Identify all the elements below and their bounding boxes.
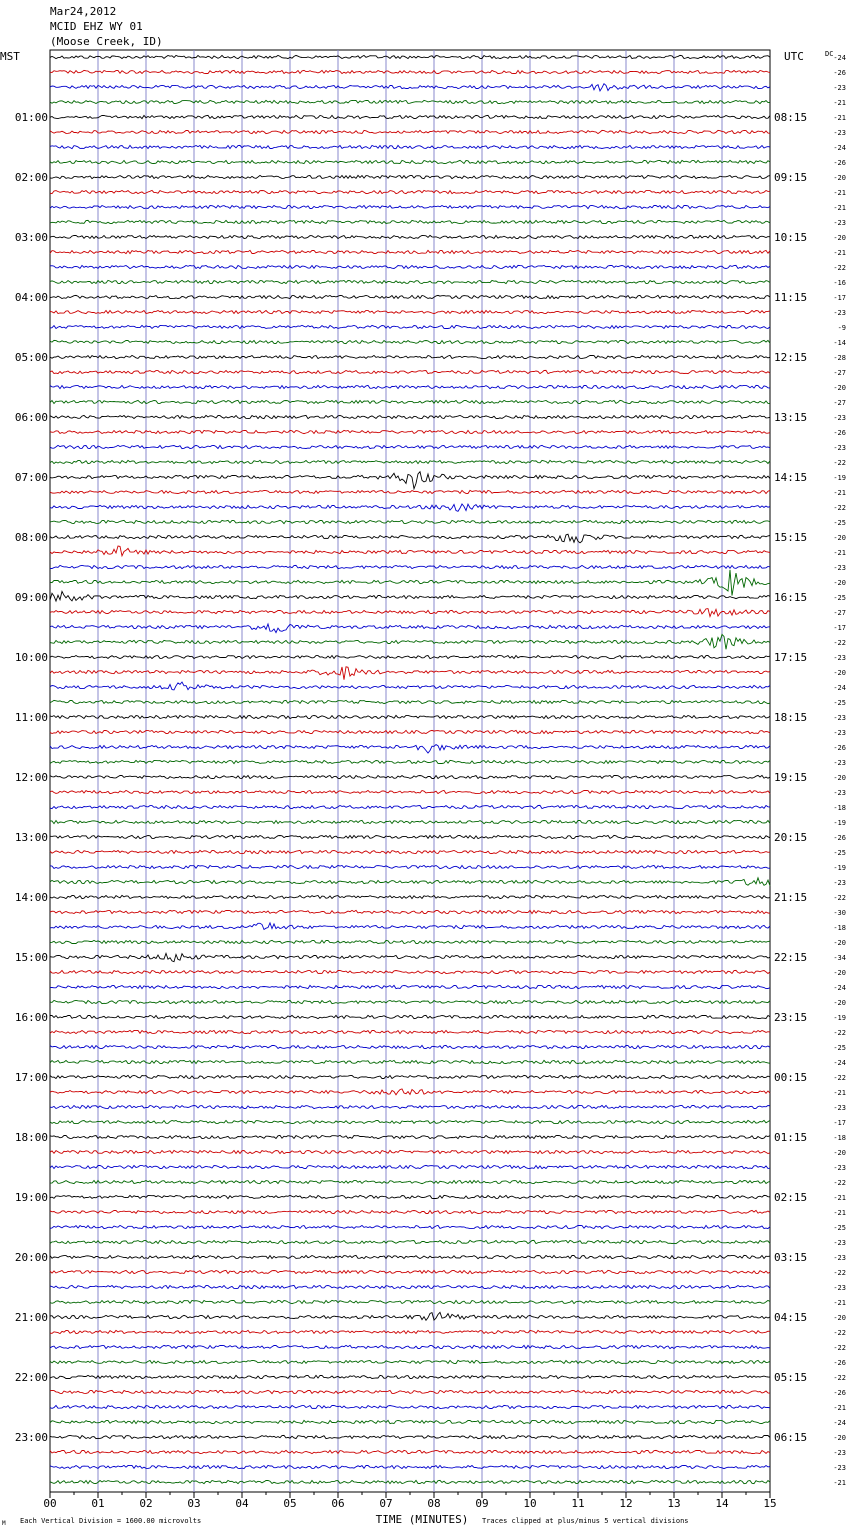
right-hour-label: 23:15 <box>774 1011 808 1024</box>
dc-offset-label: -21 <box>833 249 846 257</box>
seismic-trace <box>50 325 770 328</box>
dc-offset-label: -23 <box>833 654 846 662</box>
dc-offset-label: -23 <box>833 879 846 887</box>
right-hour-label: 17:15 <box>774 651 808 664</box>
dc-offset-label: -17 <box>833 624 846 632</box>
seismic-trace <box>50 145 770 148</box>
left-hour-label: 12:00 <box>14 771 48 784</box>
dc-offset-label: -27 <box>833 609 846 617</box>
dc-offset-label: -22 <box>833 504 846 512</box>
seismic-trace <box>50 1210 770 1213</box>
dc-offset-label: -23 <box>833 219 846 227</box>
left-zone-label: MST <box>0 50 20 63</box>
x-tick-label: 06 <box>331 1497 345 1510</box>
dc-offset-label: -22 <box>833 264 846 272</box>
dc-offset-label: -24 <box>833 984 846 992</box>
left-hour-label: 07:00 <box>14 471 48 484</box>
dc-offset-label: -27 <box>833 399 846 407</box>
seismic-trace <box>50 1195 770 1198</box>
seismic-trace <box>50 205 770 208</box>
seismic-trace <box>50 878 770 886</box>
seismic-trace <box>50 250 770 253</box>
dc-offset-label: -17 <box>833 1119 846 1127</box>
dc-offset-label: -23 <box>833 1104 846 1112</box>
dc-offset-label: -19 <box>833 819 846 827</box>
seismic-trace <box>50 1015 770 1018</box>
seismic-trace <box>50 1240 770 1243</box>
x-tick-label: 08 <box>427 1497 441 1510</box>
left-hour-label: 02:00 <box>14 171 48 184</box>
dc-offset-label: -21 <box>833 114 846 122</box>
dc-offset-label: -22 <box>833 1344 846 1352</box>
right-hour-label: 12:15 <box>774 351 808 364</box>
seismic-trace <box>50 1345 770 1348</box>
left-hour-label: 15:00 <box>14 951 48 964</box>
left-hour-label: 03:00 <box>14 231 48 244</box>
seismic-trace <box>50 865 770 868</box>
left-hour-label: 23:00 <box>14 1431 48 1444</box>
seismic-trace <box>50 1285 770 1288</box>
left-hour-label: 11:00 <box>14 711 48 724</box>
dc-offset-label: -23 <box>833 1284 846 1292</box>
seismic-trace <box>50 940 770 943</box>
seismic-trace <box>50 100 770 103</box>
dc-offset-label: -25 <box>833 1224 846 1232</box>
dc-offset-label: -23 <box>833 789 846 797</box>
dc-offset-label: -20 <box>833 1314 846 1322</box>
dc-offset-label: -23 <box>833 714 846 722</box>
seismic-trace <box>50 1375 770 1378</box>
seismic-trace <box>50 1150 770 1153</box>
seismic-trace <box>50 923 770 930</box>
dc-offset-label: -21 <box>833 189 846 197</box>
seismic-trace <box>50 1300 770 1303</box>
seismic-trace <box>50 55 770 58</box>
seismic-trace <box>50 895 770 898</box>
dc-offset-label: -25 <box>833 519 846 527</box>
seismic-trace <box>50 130 770 133</box>
left-hour-label: 21:00 <box>14 1311 48 1324</box>
dc-offset-label: -30 <box>833 909 846 917</box>
seismic-trace <box>50 760 770 763</box>
seismic-trace <box>50 609 770 617</box>
right-hour-label: 11:15 <box>774 291 808 304</box>
dc-offset-label: -18 <box>833 1134 846 1142</box>
left-hour-label: 05:00 <box>14 351 48 364</box>
seismic-trace <box>50 1465 770 1468</box>
dc-offset-label: -26 <box>833 834 846 842</box>
seismic-trace <box>50 1135 770 1138</box>
seismic-trace <box>50 400 770 403</box>
right-hour-label: 10:15 <box>774 231 808 244</box>
dc-offset-label: -23 <box>833 564 846 572</box>
seismic-trace <box>50 1270 770 1273</box>
seismic-trace <box>50 1045 770 1048</box>
right-hour-label: 14:15 <box>774 471 808 484</box>
seismic-trace <box>50 445 770 448</box>
trace-layer <box>50 55 770 1483</box>
dc-offset-label: -22 <box>833 459 846 467</box>
dc-offset-label: -21 <box>833 1089 846 1097</box>
left-hour-label: 09:00 <box>14 591 48 604</box>
seismic-trace <box>50 667 770 680</box>
dc-offset-label: -20 <box>833 534 846 542</box>
seismic-trace <box>50 1089 770 1095</box>
clip-note: Traces clipped at plus/minus 5 vertical divisions <box>482 1517 689 1525</box>
seismic-trace <box>50 910 770 913</box>
seismic-trace <box>50 472 770 489</box>
dc-offset-label: -24 <box>833 684 846 692</box>
dc-offset-label: -20 <box>833 774 846 782</box>
dc-offset-label: -19 <box>833 1014 846 1022</box>
dc-offset-label: -21 <box>833 1404 846 1412</box>
seismic-trace <box>50 220 770 223</box>
dc-offset-label: -20 <box>833 579 846 587</box>
dc-offset-label: -22 <box>833 639 846 647</box>
right-hour-label: 08:15 <box>774 111 808 124</box>
seismic-trace <box>50 1225 770 1228</box>
dc-offset-label: -26 <box>833 159 846 167</box>
dc-offset-label: -21 <box>833 549 846 557</box>
dc-offset-label: -23 <box>833 444 846 452</box>
seismic-trace <box>50 591 770 601</box>
dc-offset-label: -20 <box>833 1434 846 1442</box>
dc-offset-label: -23 <box>833 1449 846 1457</box>
seismic-trace <box>50 295 770 298</box>
dc-offset-label: -23 <box>833 309 846 317</box>
seismic-trace <box>50 745 770 753</box>
header-station: MCID EHZ WY 01 <box>50 20 143 33</box>
dc-offset-label: -23 <box>833 1254 846 1262</box>
seismic-trace <box>50 730 770 733</box>
seismic-trace <box>50 190 770 193</box>
dc-offset-label: -20 <box>833 174 846 182</box>
seismic-trace <box>50 534 770 543</box>
right-hour-label: 16:15 <box>774 591 808 604</box>
x-tick-label: 02 <box>139 1497 153 1510</box>
left-hour-label: 16:00 <box>14 1011 48 1024</box>
seismic-trace <box>50 385 770 388</box>
right-hour-label: 18:15 <box>774 711 808 724</box>
dc-offset-label: -23 <box>833 1164 846 1172</box>
x-tick-label: 01 <box>91 1497 105 1510</box>
dc-offset-label: -23 <box>833 84 846 92</box>
seismic-trace <box>50 415 770 418</box>
seismic-trace <box>50 430 770 433</box>
seismic-trace <box>50 1360 770 1363</box>
dc-offset-label: -20 <box>833 234 846 242</box>
dc-offset-label: -22 <box>833 1074 846 1082</box>
dc-offset-label: -17 <box>833 294 846 302</box>
seismic-trace <box>50 1180 770 1183</box>
right-hour-label: 03:15 <box>774 1251 808 1264</box>
dc-offset-label: -20 <box>833 384 846 392</box>
seismic-trace <box>50 1000 770 1003</box>
right-hour-label: 09:15 <box>774 171 808 184</box>
seismic-trace <box>50 850 770 853</box>
seismic-trace <box>50 280 770 283</box>
left-hour-label: 18:00 <box>14 1131 48 1144</box>
x-tick-label: 09 <box>475 1497 489 1510</box>
dc-offset-label: -20 <box>833 939 846 947</box>
seismic-trace <box>50 160 770 163</box>
dc-offset-label: -23 <box>833 759 846 767</box>
seismic-trace <box>50 1105 770 1108</box>
seismic-trace <box>50 1330 770 1333</box>
x-tick-label: 07 <box>379 1497 393 1510</box>
seismic-trace <box>50 235 770 238</box>
dc-offset-label: -18 <box>833 924 846 932</box>
x-tick-label: 11 <box>571 1497 585 1510</box>
seismic-trace <box>50 820 770 823</box>
seismic-trace <box>50 504 770 511</box>
left-hour-label: 19:00 <box>14 1191 48 1204</box>
left-hour-label: 10:00 <box>14 651 48 664</box>
dc-offset-label: -24 <box>833 144 846 152</box>
seismic-trace <box>50 175 770 178</box>
dc-offset-label: -22 <box>833 1329 846 1337</box>
seismic-trace <box>50 1030 770 1033</box>
dc-offset-label: -19 <box>833 864 846 872</box>
right-hour-label: 05:15 <box>774 1371 808 1384</box>
dc-offset-label: -22 <box>833 1179 846 1187</box>
right-hour-label: 15:15 <box>774 531 808 544</box>
dc-offset-label: -28 <box>833 354 846 362</box>
dc-offset-label: -20 <box>833 999 846 1007</box>
seismic-trace <box>50 985 770 988</box>
seismic-trace <box>50 715 770 718</box>
header-location: (Moose Creek, ID) <box>50 35 163 48</box>
seismic-trace <box>50 1060 770 1063</box>
dc-offset-label: -16 <box>833 279 846 287</box>
seismic-trace <box>50 1075 770 1078</box>
seismic-trace <box>50 1450 770 1453</box>
seismic-trace <box>50 520 770 523</box>
dc-offset-label: -25 <box>833 1044 846 1052</box>
seismic-trace <box>50 1255 770 1258</box>
right-hour-label: 01:15 <box>774 1131 808 1144</box>
scale-note: Each Vertical Division = 1600.00 microvolts <box>20 1517 202 1525</box>
dc-offset-label: -21 <box>833 1194 846 1202</box>
seismic-trace <box>50 355 770 358</box>
x-tick-label: 15 <box>763 1497 777 1510</box>
dc-offset-label: -14 <box>833 339 846 347</box>
seismic-trace <box>50 370 770 373</box>
dc-offset-label: -25 <box>833 699 846 707</box>
seismic-trace <box>50 1420 770 1423</box>
seismic-trace <box>50 775 770 778</box>
dc-offset-label: -24 <box>833 54 846 62</box>
dc-offset-label: -21 <box>833 204 846 212</box>
right-hour-label: 02:15 <box>774 1191 808 1204</box>
x-tick-label: 05 <box>283 1497 297 1510</box>
dc-offset-label: -20 <box>833 669 846 677</box>
seismic-trace <box>50 546 770 556</box>
dc-offset-label: -25 <box>833 594 846 602</box>
dc-offset-label: -25 <box>833 849 846 857</box>
seismic-trace <box>50 490 770 493</box>
dc-offset-label: -21 <box>833 1479 846 1487</box>
label-layer <box>15 54 846 1510</box>
dc-offset-label: -20 <box>833 1149 846 1157</box>
right-hour-label: 20:15 <box>774 831 808 844</box>
dc-offset-label: -24 <box>833 1059 846 1067</box>
left-hour-label: 13:00 <box>14 831 48 844</box>
seismic-trace <box>50 790 770 793</box>
seismic-trace <box>50 656 770 659</box>
seismic-trace <box>50 634 770 649</box>
seismic-trace <box>50 1120 770 1123</box>
header-date: Mar24,2012 <box>50 5 117 18</box>
x-tick-label: 13 <box>667 1497 681 1510</box>
x-tick-label: 14 <box>715 1497 729 1510</box>
dc-offset-label: -26 <box>833 429 846 437</box>
right-hour-label: 22:15 <box>774 951 808 964</box>
dc-offset-label: -26 <box>833 744 846 752</box>
right-hour-label: 00:15 <box>774 1071 808 1084</box>
right-hour-label: 21:15 <box>774 891 808 904</box>
left-hour-label: 08:00 <box>14 531 48 544</box>
seismic-trace <box>50 1435 770 1438</box>
dc-offset-label: -22 <box>833 1029 846 1037</box>
dc-offset-label: -21 <box>833 1299 846 1307</box>
dc-offset-label: -21 <box>833 489 846 497</box>
seismic-trace <box>50 1390 770 1393</box>
seismic-trace <box>50 340 770 343</box>
seismic-trace <box>50 1480 770 1483</box>
seismic-trace <box>50 682 770 690</box>
right-hour-label: 06:15 <box>774 1431 808 1444</box>
seismic-trace <box>50 1312 770 1320</box>
seismic-trace <box>50 970 770 973</box>
left-hour-label: 01:00 <box>14 111 48 124</box>
dc-offset-label: -19 <box>833 474 846 482</box>
dc-offset-label: -21 <box>833 1209 846 1217</box>
left-hour-label: 22:00 <box>14 1371 48 1384</box>
dc-offset-label: -23 <box>833 729 846 737</box>
seismic-trace <box>50 1165 770 1168</box>
seismic-trace <box>50 1405 770 1408</box>
dc-offset-label: -24 <box>833 1419 846 1427</box>
right-hour-label: 04:15 <box>774 1311 808 1324</box>
seismic-trace <box>50 624 770 633</box>
left-hour-label: 20:00 <box>14 1251 48 1264</box>
dc-offset-label: -22 <box>833 1374 846 1382</box>
dc-offset-label: -34 <box>833 954 846 962</box>
dc-offset-label: -26 <box>833 1389 846 1397</box>
seismic-trace <box>50 310 770 313</box>
dc-offset-label: -9 <box>837 324 846 332</box>
seismic-trace <box>50 70 770 73</box>
dc-offset-label: -22 <box>833 894 846 902</box>
seismic-trace <box>50 460 770 463</box>
seismic-trace <box>50 953 770 961</box>
dc-offset-label: -27 <box>833 369 846 377</box>
seismic-trace <box>50 115 770 118</box>
seismic-trace <box>50 265 770 268</box>
x-tick-label: 00 <box>43 1497 57 1510</box>
seismic-trace <box>50 565 770 568</box>
seismic-trace <box>50 84 770 91</box>
dc-offset-label: -23 <box>833 1239 846 1247</box>
x-tick-label: 10 <box>523 1497 537 1510</box>
dc-offset-label: -21 <box>833 99 846 107</box>
left-hour-label: 06:00 <box>14 411 48 424</box>
dc-offset-label: -26 <box>833 1359 846 1367</box>
x-tick-label: 03 <box>187 1497 201 1510</box>
seismic-trace <box>50 570 770 596</box>
left-hour-label: 17:00 <box>14 1071 48 1084</box>
dc-offset-label: -23 <box>833 414 846 422</box>
x-tick-label: 04 <box>235 1497 249 1510</box>
left-hour-label: 14:00 <box>14 891 48 904</box>
corner-mark: M <box>2 1520 6 1527</box>
dc-label: DC <box>825 50 834 58</box>
right-hour-label: 13:15 <box>774 411 808 424</box>
seismic-trace <box>50 835 770 838</box>
seismic-trace <box>50 700 770 703</box>
dc-offset-label: -23 <box>833 129 846 137</box>
left-hour-label: 04:00 <box>14 291 48 304</box>
dc-offset-label: -23 <box>833 1464 846 1472</box>
dc-offset-label: -22 <box>833 1269 846 1277</box>
dc-offset-label: -20 <box>833 969 846 977</box>
dc-offset-label: -26 <box>833 69 846 77</box>
x-axis-title: TIME (MINUTES) <box>375 1513 469 1526</box>
right-hour-label: 19:15 <box>774 771 808 784</box>
right-zone-label: UTC <box>784 50 804 63</box>
x-tick-label: 12 <box>619 1497 633 1510</box>
dc-offset-label: -18 <box>833 804 846 812</box>
seismic-trace <box>50 805 770 808</box>
